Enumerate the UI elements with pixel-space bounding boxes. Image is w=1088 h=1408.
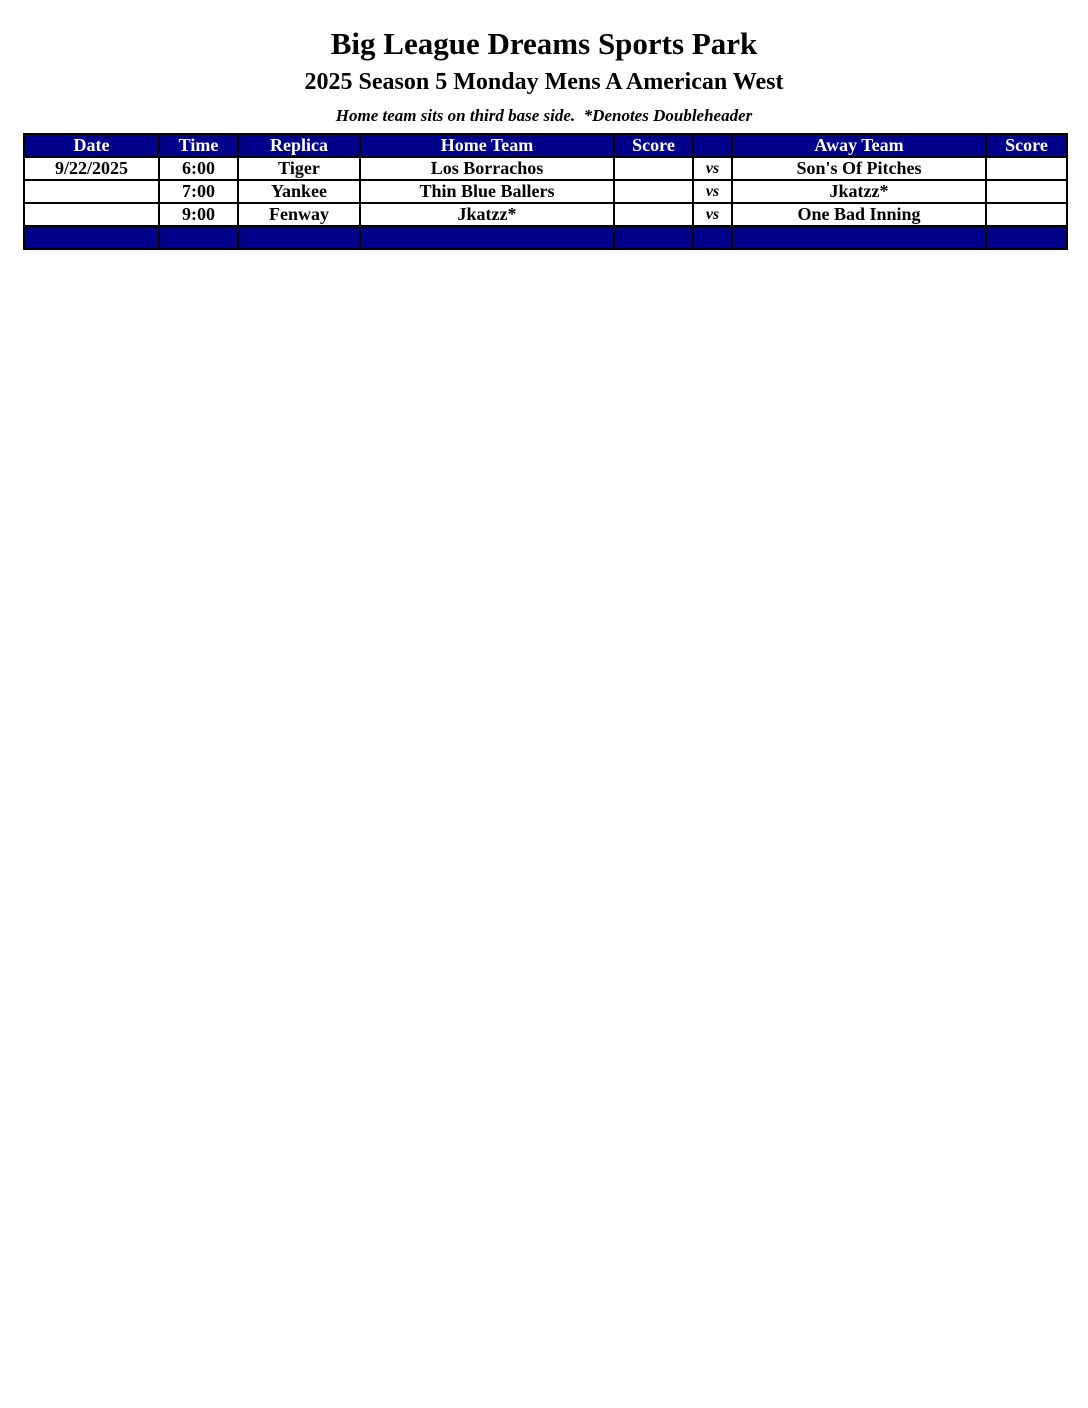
home-score-cell <box>614 203 693 226</box>
column-header-away-score: Score <box>986 134 1067 157</box>
column-header-home-team: Home Team <box>360 134 614 157</box>
replica-cell: Tiger <box>238 157 360 180</box>
vs-cell: vs <box>693 157 732 180</box>
column-header-replica: Replica <box>238 134 360 157</box>
vs-cell: vs <box>693 180 732 203</box>
home-team-cell: Thin Blue Ballers <box>360 180 614 203</box>
page-title: Big League Dreams Sports Park <box>330 26 758 61</box>
home-team-cell: Jkatzz* <box>360 203 614 226</box>
column-header-time: Time <box>159 134 238 157</box>
date-cell: 9/22/2025 <box>24 157 159 180</box>
away-team-cell: Jkatzz* <box>732 180 986 203</box>
home-score-cell <box>614 180 693 203</box>
away-team-cell: Son's Of Pitches <box>732 157 986 180</box>
date-cell <box>24 180 159 203</box>
table-header-row <box>24 134 1067 157</box>
footer-cell <box>614 226 693 249</box>
footer-cell <box>732 226 986 249</box>
footer-cell <box>159 226 238 249</box>
footer-cell <box>986 226 1067 249</box>
footer-cell <box>360 226 614 249</box>
home-team-cell: Los Borrachos <box>360 157 614 180</box>
vs-cell: vs <box>693 203 732 226</box>
away-team-cell: One Bad Inning <box>732 203 986 226</box>
table-footer-band <box>24 226 1067 249</box>
replica-cell: Yankee <box>238 180 360 203</box>
away-score-cell <box>986 180 1067 203</box>
page-subtitle: 2025 Season 5 Monday Mens A American West <box>304 69 784 95</box>
time-cell: 9:00 <box>159 203 238 226</box>
home-score-cell <box>614 157 693 180</box>
column-header-vs <box>693 134 732 157</box>
away-score-cell <box>986 203 1067 226</box>
schedule-note: Home team sits on third base side. *Denotes Doubleheader <box>335 106 753 125</box>
column-header-away-team: Away Team <box>732 134 986 157</box>
table-row <box>24 180 1067 203</box>
footer-cell <box>238 226 360 249</box>
column-header-date: Date <box>24 134 159 157</box>
table-row <box>24 203 1067 226</box>
schedule-table <box>23 133 1068 250</box>
date-cell <box>24 203 159 226</box>
table-row <box>24 157 1067 180</box>
away-score-cell <box>986 157 1067 180</box>
footer-cell <box>693 226 732 249</box>
time-cell: 6:00 <box>159 157 238 180</box>
time-cell: 7:00 <box>159 180 238 203</box>
footer-cell <box>24 226 159 249</box>
column-header-home-score: Score <box>614 134 693 157</box>
replica-cell: Fenway <box>238 203 360 226</box>
